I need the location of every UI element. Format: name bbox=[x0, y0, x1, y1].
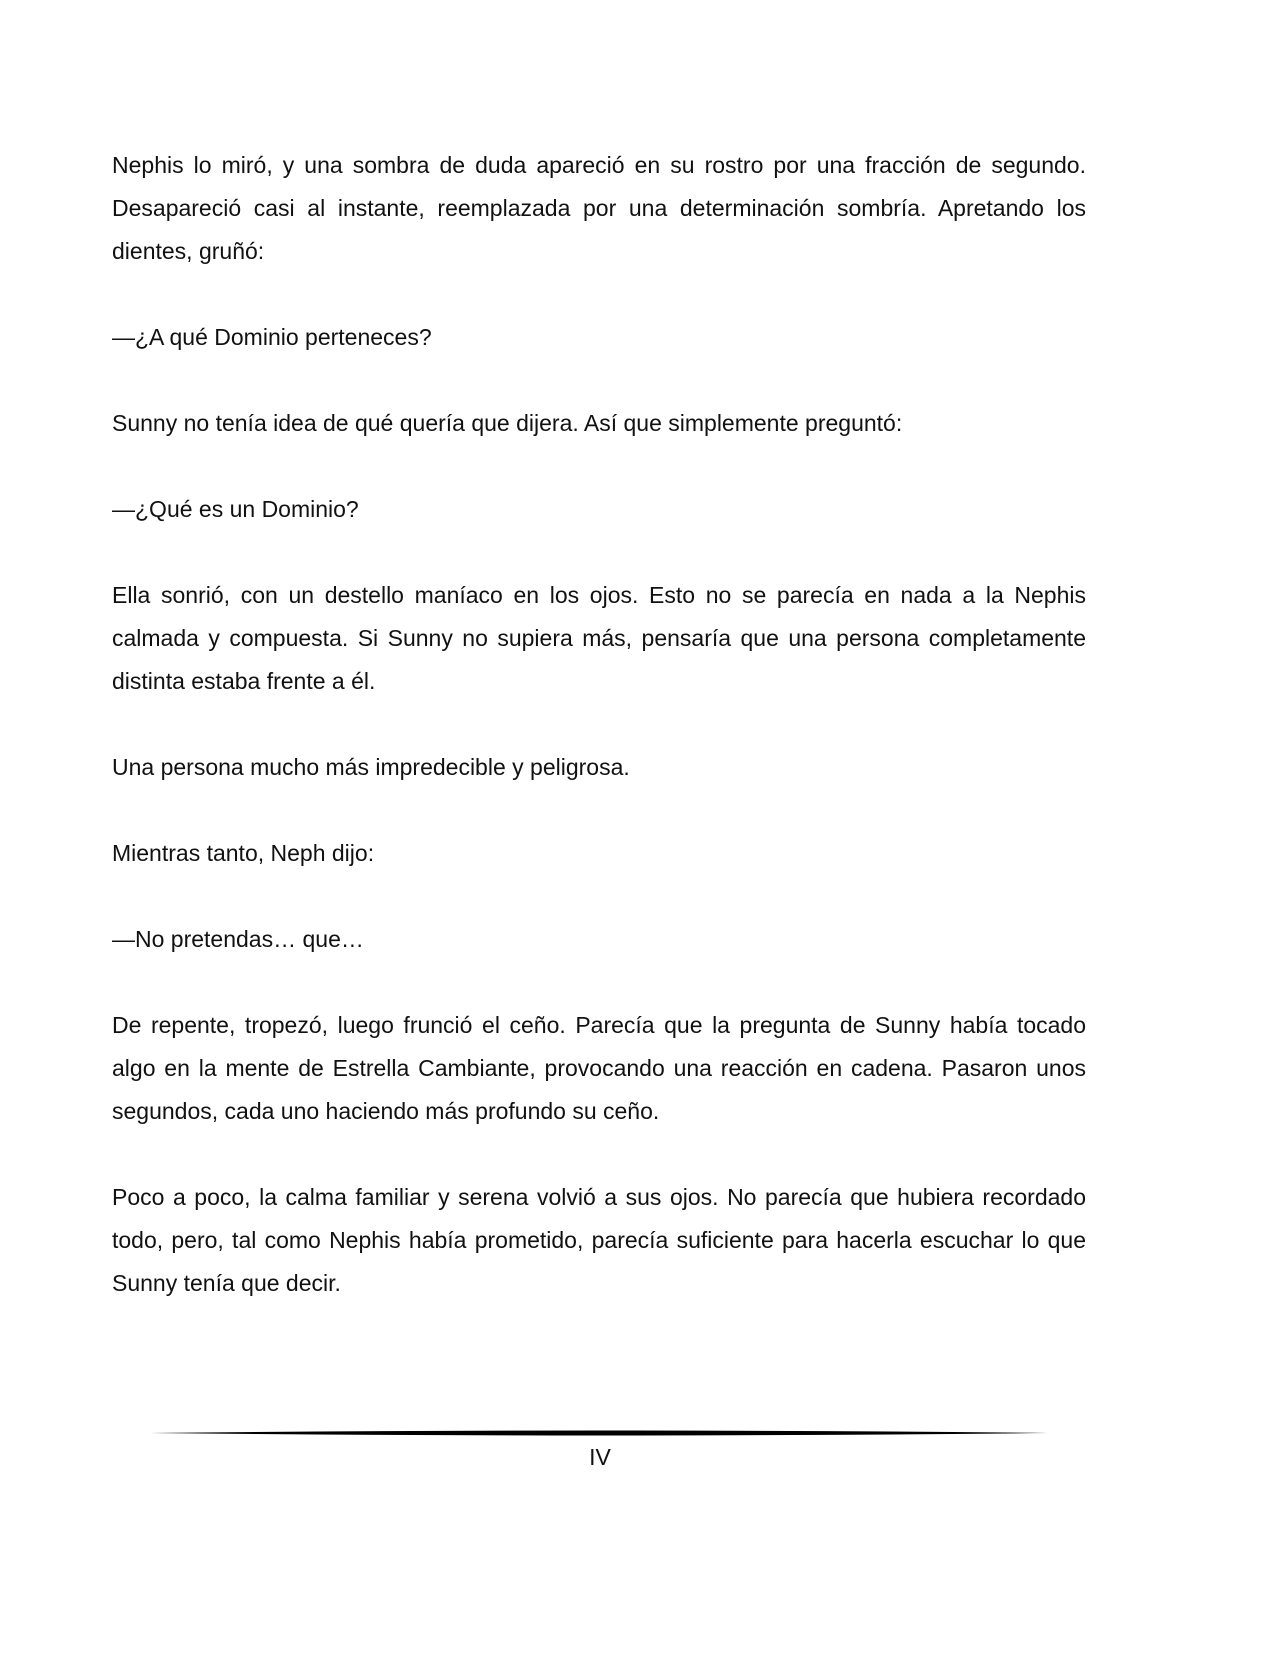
paragraph-9: De repente, tropezó, luego frunció el ceño. Parecía que la pregunta de Sunny había tocado algo en la mente de Estrella Cambiante, provocando una reacción en cadena. Pasaron unos segundos, cada uno haciendo más profundo su ceño. bbox=[112, 1012, 1086, 1124]
paragraph-2: —¿A qué Dominio perteneces? bbox=[112, 324, 432, 350]
paragraph-10: Poco a poco, la calma familiar y serena volvió a sus ojos. No parecía que hubiera recordado todo, pero, tal como Nephis había prometido, parecía suficiente para hacerla escuchar lo que Sunny tenía que decir. bbox=[112, 1184, 1086, 1296]
paragraph-1: Nephis lo miró, y una sombra de duda apareció en su rostro por una fracción de segundo. Desapareció casi al instante, reemplazada por una determinación sombría. Apretando los dientes, gruñó: bbox=[112, 152, 1086, 264]
paragraph-3: Sunny no tenía idea de qué quería que dijera. Así que simplemente preguntó: bbox=[112, 410, 903, 436]
paragraph-6: Una persona mucho más impredecible y peligrosa. bbox=[112, 754, 630, 780]
footer-divider-shape bbox=[150, 1431, 1048, 1436]
paragraph-4: —¿Qué es un Dominio? bbox=[112, 496, 359, 522]
paragraph-7: Mientras tanto, Neph dijo: bbox=[112, 840, 375, 866]
page-body bbox=[112, 144, 1086, 1348]
paragraph-5: Ella sonrió, con un destello maníaco en los ojos. Esto no se parecía en nada a la Nephis calmada y compuesta. Si Sunny no supiera más, pensaría que una persona completamente distinta estaba frente a él. bbox=[112, 582, 1086, 694]
page-number: IV bbox=[589, 1444, 611, 1470]
paragraph-8: —No pretendas… que… bbox=[112, 926, 364, 952]
footer-divider-rule bbox=[150, 1428, 1048, 1438]
